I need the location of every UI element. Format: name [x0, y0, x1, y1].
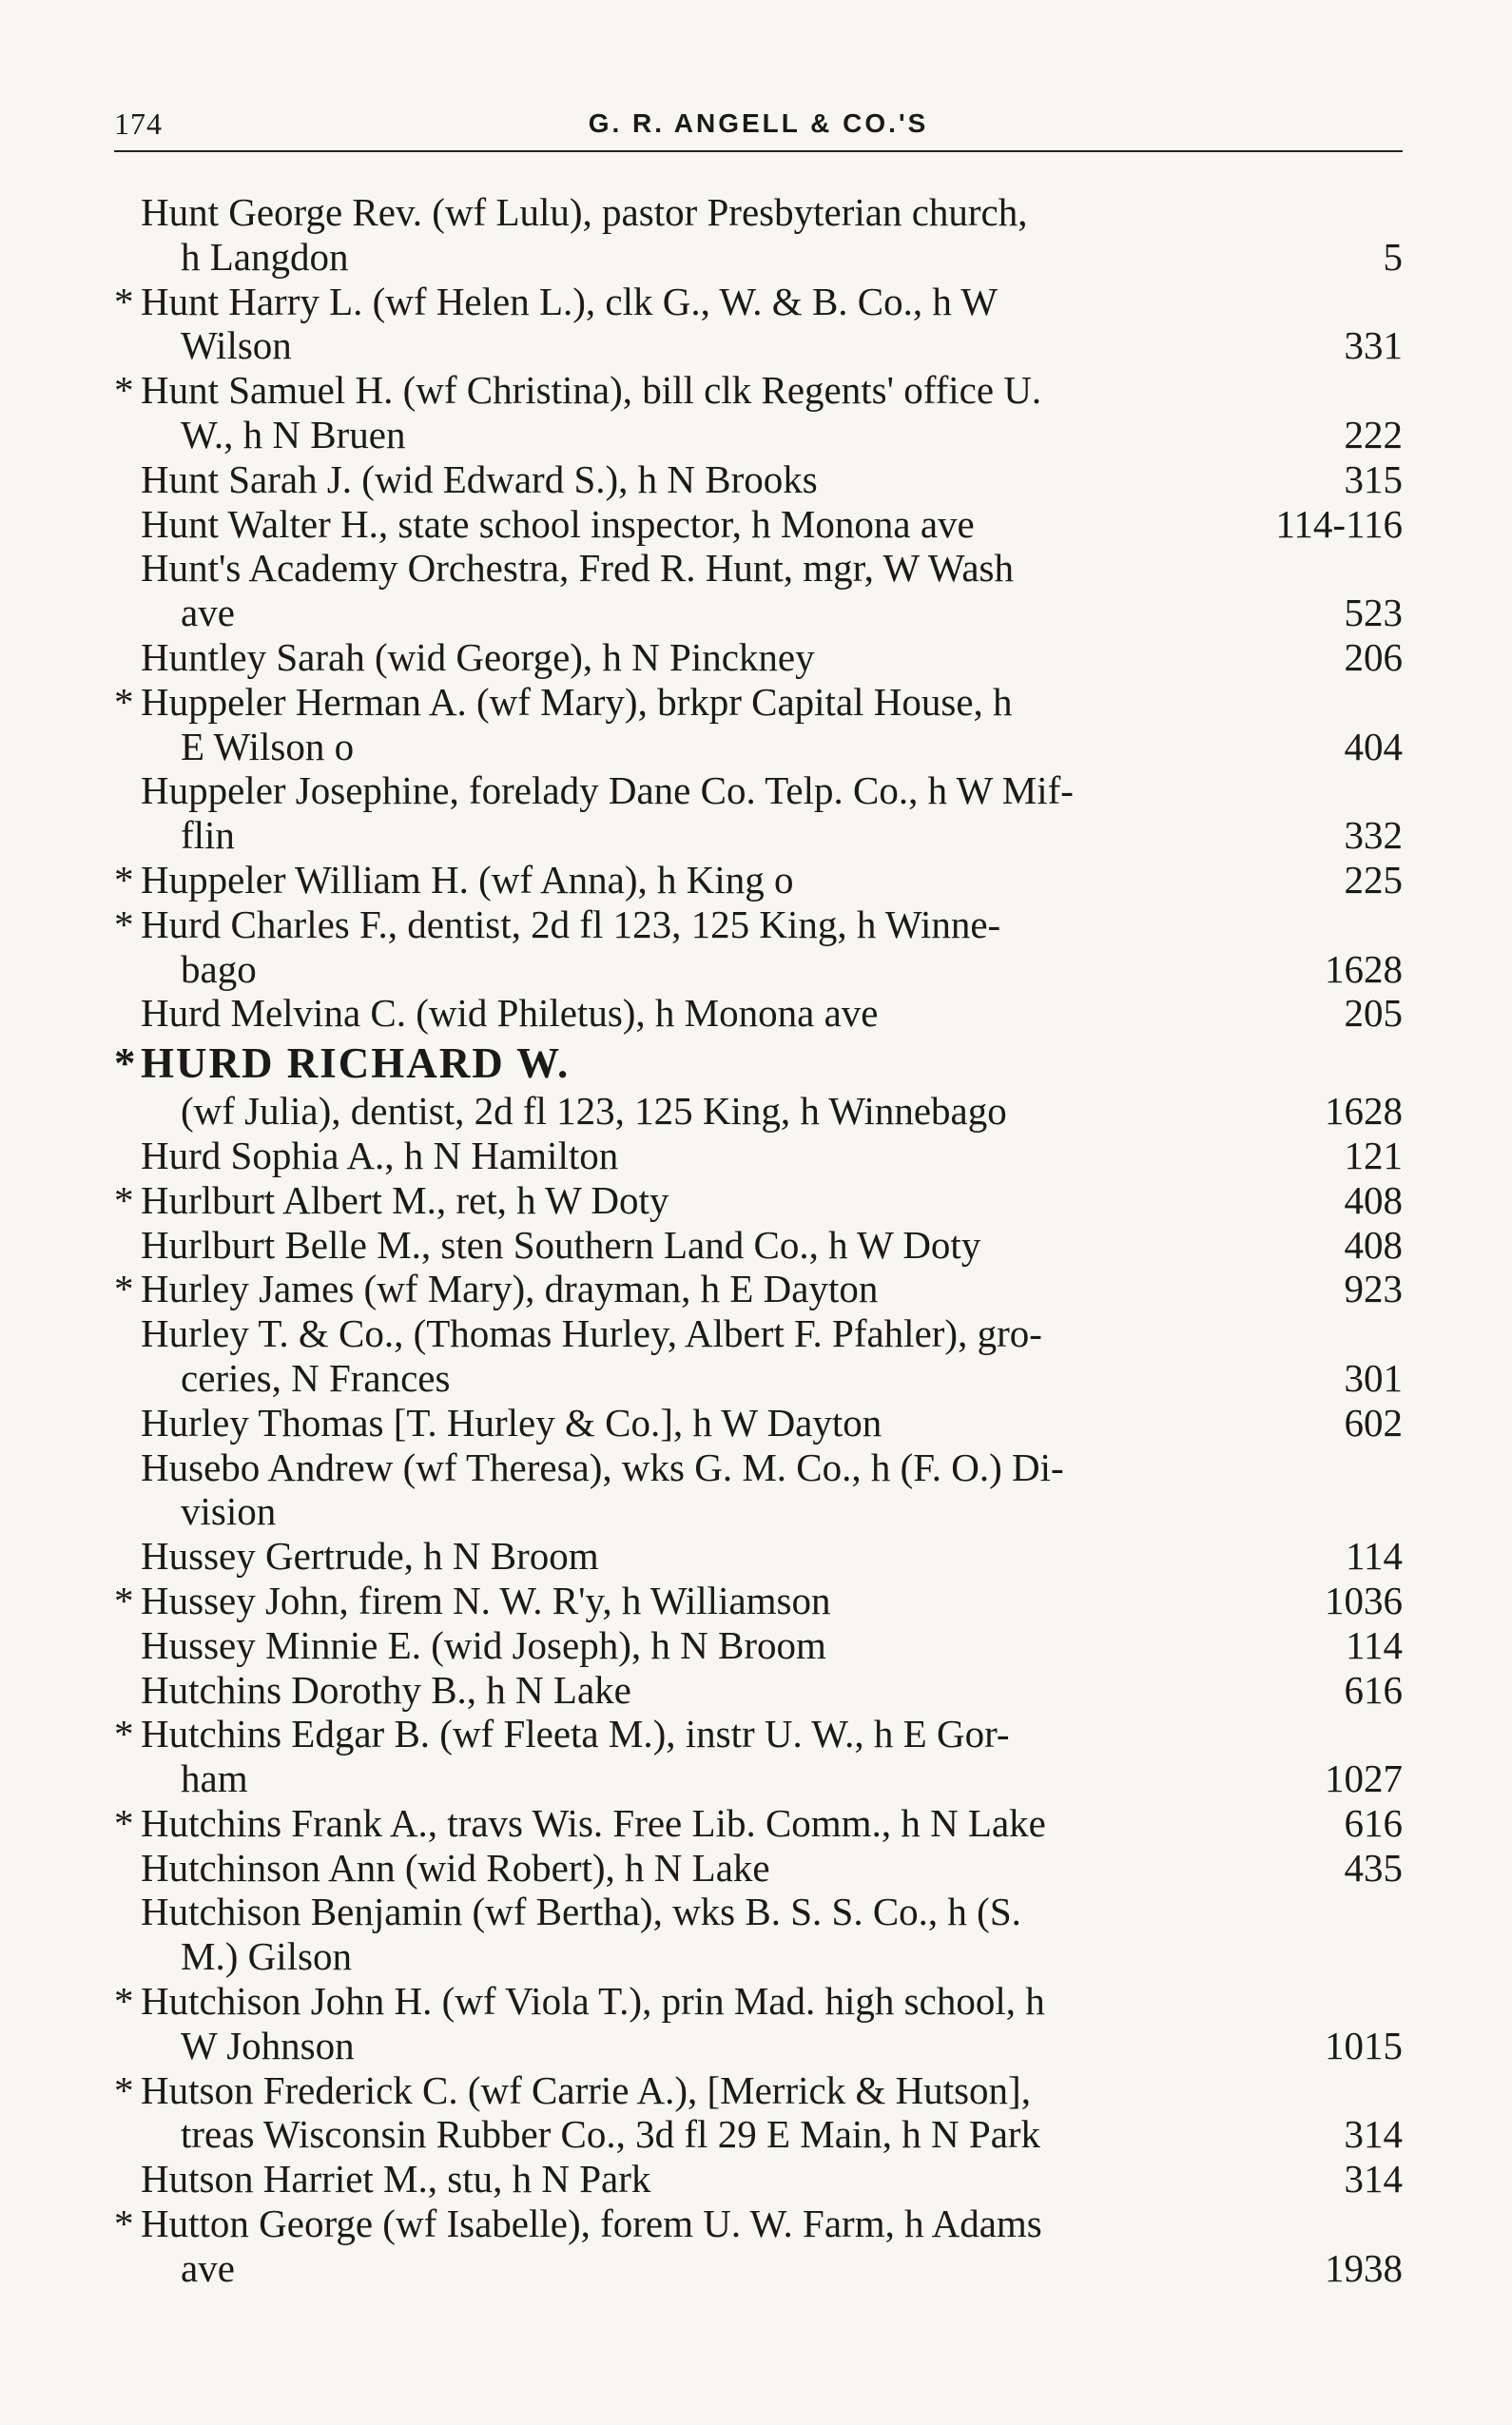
entry-text: bago	[181, 946, 257, 991]
entry-text: Hutton George (wf Isabelle), forem U. W. Farm, h Adams	[141, 2202, 1042, 2246]
entry-text: Hurd Melvina C. (wid Philetus), h Monona ave	[141, 991, 879, 1036]
entry-continuation-line	[114, 1489, 1403, 1534]
entry-continuation-line	[114, 413, 1403, 457]
directory-entry	[114, 190, 1403, 235]
house-number: 314	[1344, 2157, 1403, 2202]
voter-asterisk: *	[114, 1267, 134, 1311]
directory-entry	[114, 768, 1403, 813]
entry-continuation-line	[114, 947, 1403, 992]
house-number: 1938	[1325, 2245, 1403, 2290]
house-number: 523	[1344, 591, 1403, 635]
entry-text: Hurley James (wf Mary), drayman, h E Dayton	[141, 1267, 879, 1311]
house-number: 5	[1383, 234, 1403, 279]
entry-text: ave	[181, 2245, 235, 2290]
directory-entries	[114, 190, 1403, 2291]
directory-entry	[114, 2202, 1403, 2246]
house-number: 1036	[1325, 1578, 1403, 1622]
directory-entry	[114, 2157, 1403, 2202]
entry-text: Hurley Thomas [T. Hurley & Co.], h W Dayton	[141, 1400, 882, 1445]
entry-text: Huntley Sarah (wid George), h N Pinckney	[141, 634, 815, 679]
entry-continuation-line	[114, 2112, 1403, 2157]
entry-text: (wf Julia), dentist, 2d fl 123, 125 King, h Winnebago	[181, 1089, 1007, 1134]
house-number: 1027	[1325, 1756, 1403, 1801]
house-number: 225	[1344, 857, 1403, 902]
entry-continuation-line	[114, 1934, 1403, 1979]
directory-entry	[114, 1668, 1403, 1713]
directory-entry	[114, 1846, 1403, 1891]
entry-text: Huppeler Herman A. (wf Mary), brkpr Capital House, h	[141, 679, 1013, 724]
house-number: 301	[1344, 1355, 1403, 1400]
entry-continuation-line	[114, 725, 1403, 769]
entry-text: E Wilson o	[181, 724, 355, 768]
voter-asterisk: *	[114, 1578, 134, 1622]
entry-text: vision	[181, 1489, 277, 1534]
entry-continuation-line	[114, 2024, 1403, 2068]
entry-text: ham	[181, 1756, 248, 1801]
entry-text: Hunt George Rev. (wf Lulu), pastor Presbyterian church,	[141, 190, 1028, 234]
house-number: 114	[1346, 1534, 1403, 1579]
entry-text: Hutson Frederick C. (wf Carrie A.), [Merrick & Hutson],	[141, 2067, 1031, 2112]
entry-text: Hutson Harriet M., stu, h N Park	[141, 2157, 651, 2202]
directory-entry	[114, 1890, 1403, 1934]
house-number: 602	[1344, 1400, 1403, 1445]
entry-text: Hutchins Dorothy B., h N Lake	[141, 1667, 631, 1712]
directory-entry	[114, 1223, 1403, 1268]
house-number: 408	[1344, 1222, 1403, 1267]
entry-continuation-line	[114, 2246, 1403, 2291]
house-number: 332	[1344, 813, 1403, 858]
house-number: 435	[1344, 1845, 1403, 1890]
entry-continuation-line	[114, 813, 1403, 858]
entry-text: ave	[181, 591, 235, 635]
entry-text: Hurlburt Belle M., sten Southern Land Co., h W Doty	[141, 1222, 981, 1267]
entry-continuation-line	[114, 1089, 1403, 1134]
house-number: 121	[1344, 1133, 1403, 1177]
entry-text: Hurlburt Albert M., ret, h W Doty	[141, 1177, 669, 1222]
voter-asterisk: *	[114, 857, 134, 902]
house-number: 923	[1344, 1267, 1403, 1311]
directory-entry	[114, 1534, 1403, 1579]
entry-continuation-line	[114, 1356, 1403, 1401]
directory-entry	[114, 1178, 1403, 1223]
directory-entry	[114, 902, 1403, 947]
entry-text: Hurd Sophia A., h N Hamilton	[141, 1133, 619, 1177]
voter-asterisk: *	[114, 902, 134, 946]
house-number: 314	[1344, 2112, 1403, 2157]
entry-continuation-line	[114, 235, 1403, 280]
directory-entry	[114, 1134, 1403, 1178]
directory-entry	[114, 457, 1403, 502]
entry-text: treas Wisconsin Rubber Co., 3d fl 29 E Main, h N Park	[181, 2112, 1041, 2157]
entry-text: Hunt Samuel H. (wf Christina), bill clk Regents' office U.	[141, 368, 1042, 413]
entry-text: Hurley T. & Co., (Thomas Hurley, Albert F. Pfahler), gro-	[141, 1311, 1042, 1356]
house-number: 1015	[1325, 2023, 1403, 2067]
directory-entry	[114, 1712, 1403, 1756]
house-number: 616	[1344, 1800, 1403, 1845]
house-number: 222	[1344, 412, 1403, 456]
entry-text: flin	[181, 813, 235, 858]
directory-entry	[114, 680, 1403, 725]
entry-text: HURD RICHARD W.	[141, 1039, 571, 1088]
house-number: 114	[1346, 1622, 1403, 1667]
directory-entry	[114, 1311, 1403, 1356]
entry-text: Hutchins Frank A., travs Wis. Free Lib. Comm., h N Lake	[141, 1800, 1046, 1845]
directory-entry	[114, 1801, 1403, 1846]
house-number: 206	[1344, 634, 1403, 679]
house-number: 408	[1344, 1177, 1403, 1222]
entry-text: Hussey John, firem N. W. R'y, h Williamson	[141, 1578, 831, 1622]
directory-entry	[114, 546, 1403, 591]
directory-entry	[114, 368, 1403, 413]
entry-text: Hutchinson Ann (wid Robert), h N Lake	[141, 1845, 770, 1890]
directory-entry	[114, 1623, 1403, 1668]
directory-entry	[114, 1267, 1403, 1311]
entry-text: h Langdon	[181, 234, 349, 279]
house-number: 404	[1344, 724, 1403, 768]
entry-text: Hutchins Edgar B. (wf Fleeta M.), instr U. W., h E Gor-	[141, 1712, 1010, 1756]
entry-text: Husebo Andrew (wf Theresa), wks G. M. Co., h (F. O.) Di-	[141, 1445, 1064, 1489]
house-number: 1628	[1325, 946, 1403, 991]
entry-text: W Johnson	[181, 2023, 355, 2067]
directory-entry	[114, 991, 1403, 1036]
entry-continuation-line	[114, 591, 1403, 635]
directory-entry	[114, 858, 1403, 902]
entry-continuation-line	[114, 1756, 1403, 1801]
entry-text: Hunt Sarah J. (wid Edward S.), h N Brooks	[141, 456, 818, 501]
voter-asterisk: *	[114, 679, 134, 724]
directory-entry	[114, 1979, 1403, 2024]
directory-entry	[114, 635, 1403, 680]
house-number: 1628	[1325, 1089, 1403, 1134]
directory-heading	[114, 1036, 1403, 1089]
voter-asterisk: *	[114, 1979, 134, 2024]
directory-entry	[114, 1445, 1403, 1490]
voter-asterisk: *	[114, 2202, 134, 2246]
page-header	[114, 103, 1403, 152]
directory-entry	[114, 1401, 1403, 1445]
entry-text: Hutchison John H. (wf Viola T.), prin Mad. high school, h	[141, 1979, 1045, 2024]
voter-asterisk: *	[114, 2067, 134, 2112]
voter-asterisk: *	[114, 1039, 136, 1088]
entry-text: Hurd Charles F., dentist, 2d fl 123, 125 King, h Winne-	[141, 902, 1001, 946]
voter-asterisk: *	[114, 279, 134, 323]
entry-text: Hunt Harry L. (wf Helen L.), clk G., W. & B. Co., h W	[141, 279, 998, 323]
entry-text: ceries, N Frances	[181, 1355, 451, 1400]
house-number: 315	[1344, 456, 1403, 501]
entry-text: Hutchison Benjamin (wf Bertha), wks B. S. S. Co., h (S.	[141, 1890, 1021, 1934]
house-number: 616	[1344, 1667, 1403, 1712]
entry-text: Huppeler Josephine, forelady Dane Co. Telp. Co., h W Mif-	[141, 768, 1074, 813]
entry-text: M.) Gilson	[181, 1934, 352, 1979]
house-number: 114-116	[1275, 501, 1403, 546]
entry-continuation-line	[114, 323, 1403, 368]
house-number: 331	[1344, 323, 1403, 368]
directory-entry	[114, 1579, 1403, 1623]
entry-text: Hunt's Academy Orchestra, Fred R. Hunt, mgr, W Wash	[141, 546, 1014, 591]
entry-text: Hunt Walter H., state school inspector, h Monona ave	[141, 501, 975, 546]
page-number: 174	[114, 107, 163, 141]
voter-asterisk: *	[114, 1712, 134, 1756]
entry-text: Huppeler William H. (wf Anna), h King o	[141, 857, 794, 902]
directory-entry	[114, 280, 1403, 324]
voter-asterisk: *	[114, 368, 134, 413]
directory-entry	[114, 2068, 1403, 2113]
entry-text: Hussey Gertrude, h N Broom	[141, 1534, 599, 1579]
directory-entry	[114, 502, 1403, 547]
entry-text: Wilson	[181, 323, 292, 368]
entry-text: W., h N Bruen	[181, 412, 406, 456]
house-number: 205	[1344, 991, 1403, 1036]
voter-asterisk: *	[114, 1177, 134, 1222]
voter-asterisk: *	[114, 1800, 134, 1845]
running-title: G. R. ANGELL & CO.'S	[588, 108, 929, 138]
entry-text: Hussey Minnie E. (wid Joseph), h N Broom	[141, 1622, 826, 1667]
